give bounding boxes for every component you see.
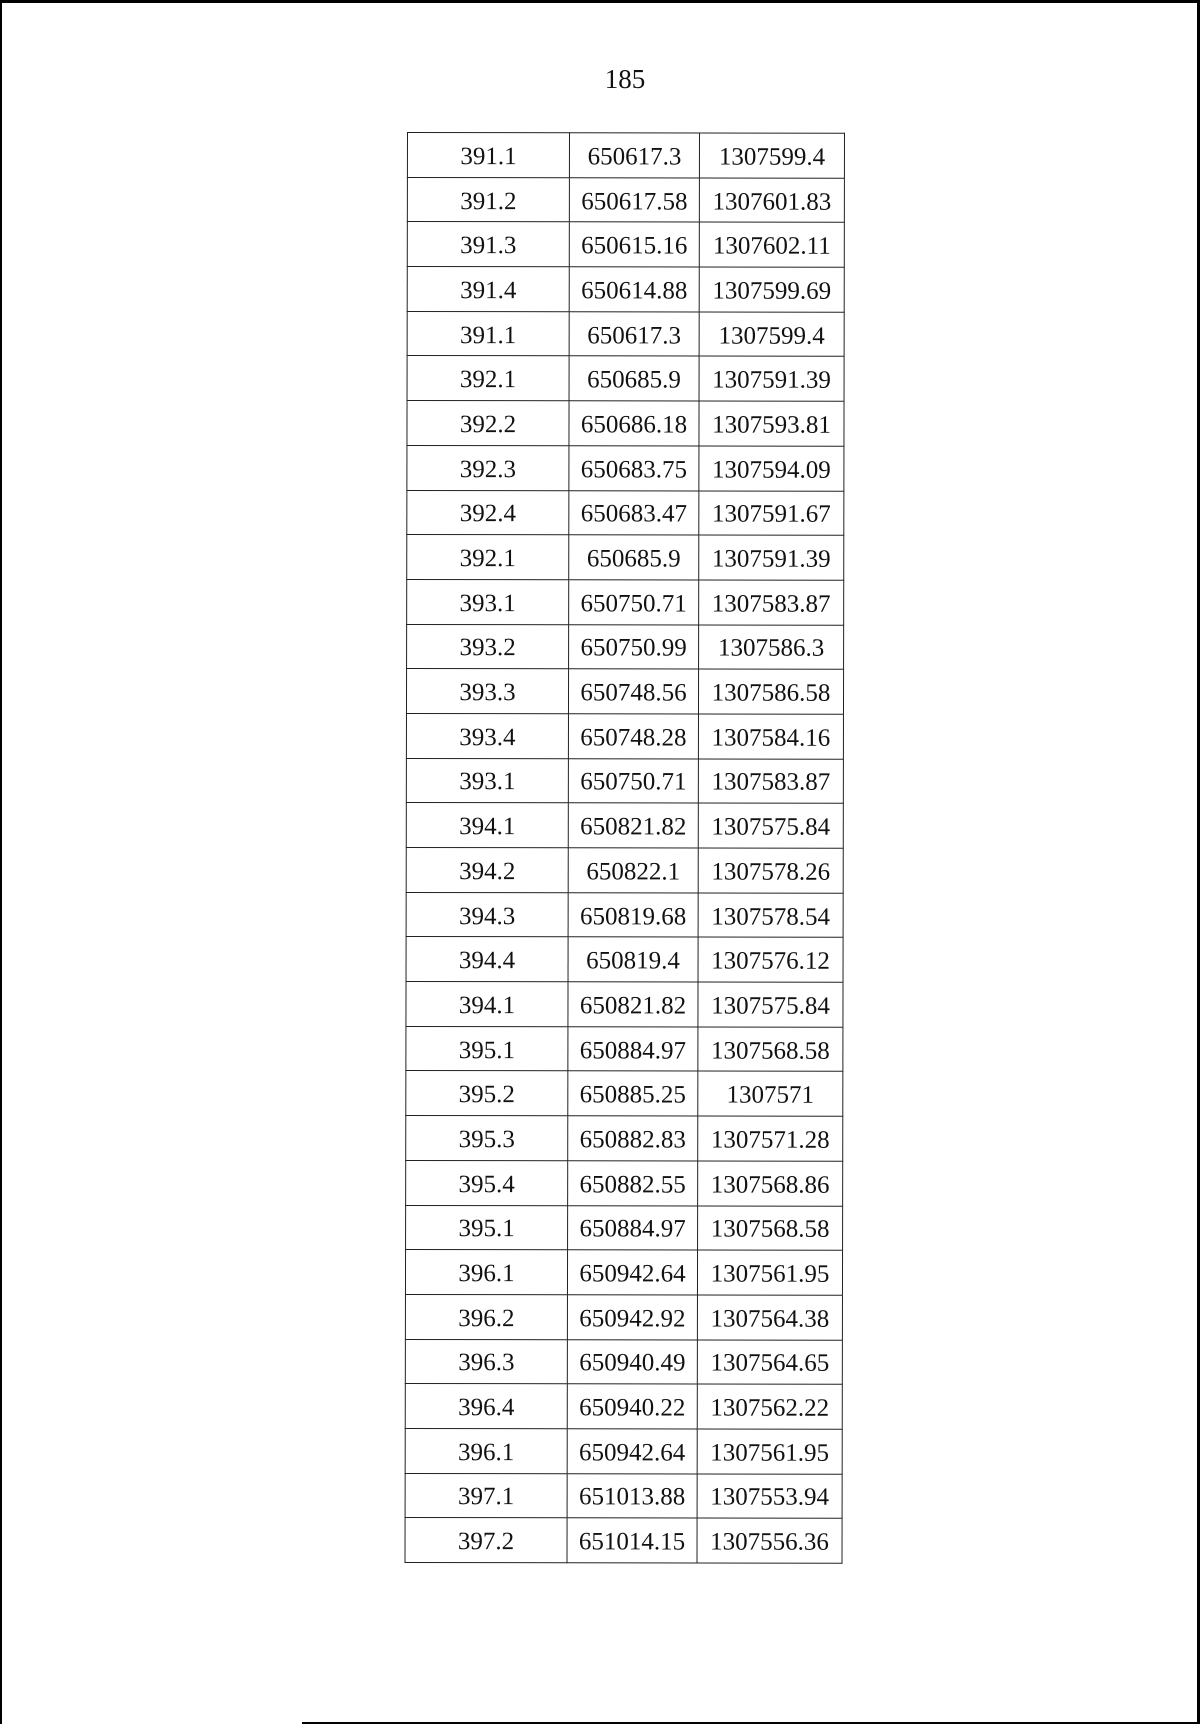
point-id-cell: 391.2 (407, 177, 569, 222)
point-id-cell: 393.1 (407, 579, 569, 624)
y-coordinate-cell: 1307602.11 (699, 222, 844, 267)
point-id-cell: 391.1 (407, 133, 569, 178)
table-row (405, 1250, 842, 1295)
x-coordinate-cell: 650748.56 (568, 669, 698, 714)
x-coordinate-cell: 650750.71 (568, 758, 698, 803)
table-row (407, 624, 844, 669)
point-id-cell: 395.2 (406, 1071, 568, 1116)
x-coordinate-cell: 650750.99 (569, 624, 699, 669)
point-id-cell: 396.4 (405, 1384, 567, 1429)
x-coordinate-cell: 651013.88 (567, 1473, 697, 1518)
x-coordinate-cell: 650882.55 (568, 1161, 698, 1206)
point-id-cell: 392.4 (407, 490, 569, 535)
x-coordinate-cell: 650750.71 (569, 580, 699, 625)
x-coordinate-cell: 650685.9 (569, 535, 699, 580)
point-id-cell: 396.3 (405, 1339, 567, 1384)
y-coordinate-cell: 1307591.39 (699, 356, 844, 401)
table-row (405, 1339, 842, 1384)
table-row (405, 1294, 842, 1339)
x-coordinate-cell: 650884.97 (568, 1205, 698, 1250)
y-coordinate-cell: 1307568.58 (698, 1206, 843, 1251)
point-id-cell: 393.4 (406, 713, 568, 758)
table-row (405, 1518, 842, 1563)
x-coordinate-cell: 651014.15 (567, 1518, 697, 1563)
x-coordinate-cell: 650683.75 (569, 446, 699, 491)
x-coordinate-cell: 650942.64 (567, 1429, 697, 1474)
y-coordinate-cell: 1307599.69 (699, 267, 844, 312)
y-coordinate-cell: 1307556.36 (697, 1518, 842, 1563)
x-coordinate-cell: 650748.28 (568, 714, 698, 759)
table-row (407, 490, 844, 535)
y-coordinate-cell: 1307591.67 (699, 491, 844, 536)
point-id-cell: 393.3 (406, 669, 568, 714)
table-row (405, 1384, 842, 1429)
x-coordinate-cell: 650617.3 (569, 133, 699, 178)
table-row (406, 803, 843, 848)
y-coordinate-cell: 1307578.26 (698, 848, 843, 893)
x-coordinate-cell: 650819.68 (568, 892, 698, 937)
point-id-cell: 395.3 (406, 1116, 568, 1161)
table-row (406, 937, 843, 982)
table-row (407, 133, 844, 178)
x-coordinate-cell: 650617.58 (569, 177, 699, 222)
table-row (406, 713, 843, 758)
point-id-cell: 395.4 (406, 1160, 568, 1205)
x-coordinate-cell: 650821.82 (568, 803, 698, 848)
x-coordinate-cell: 650614.88 (569, 267, 699, 312)
point-id-cell: 393.1 (406, 758, 568, 803)
table-row (406, 1026, 843, 1071)
y-coordinate-cell: 1307562.22 (697, 1384, 842, 1429)
y-coordinate-cell: 1307578.54 (698, 893, 843, 938)
x-coordinate-cell: 650615.16 (569, 222, 699, 267)
table-row (405, 1473, 842, 1518)
x-coordinate-cell: 650617.3 (569, 312, 699, 357)
x-coordinate-cell: 650683.47 (569, 490, 699, 535)
point-id-cell: 397.2 (405, 1518, 567, 1563)
x-coordinate-cell: 650822.1 (568, 848, 698, 893)
x-coordinate-cell: 650942.92 (567, 1295, 697, 1340)
table-row (406, 669, 843, 714)
x-coordinate-cell: 650819.4 (568, 937, 698, 982)
y-coordinate-cell: 1307568.58 (698, 1027, 843, 1072)
table-row (406, 847, 843, 892)
y-coordinate-cell: 1307599.4 (699, 133, 844, 178)
y-coordinate-cell: 1307593.81 (699, 401, 844, 446)
y-coordinate-cell: 1307583.87 (698, 759, 843, 804)
table-row (407, 222, 844, 267)
table-row (405, 1428, 842, 1473)
x-coordinate-cell: 650885.25 (568, 1071, 698, 1116)
point-id-cell: 391.1 (407, 311, 569, 356)
table-row (407, 356, 844, 401)
y-coordinate-cell: 1307571.28 (698, 1116, 843, 1161)
point-id-cell: 391.3 (407, 222, 569, 267)
point-id-cell: 394.4 (406, 937, 568, 982)
point-id-cell: 394.2 (406, 847, 568, 892)
page-number: 185 (604, 64, 646, 94)
x-coordinate-cell: 650821.82 (568, 982, 698, 1027)
point-id-cell: 392.3 (407, 445, 569, 490)
x-coordinate-cell: 650940.49 (567, 1339, 697, 1384)
table-row (407, 177, 844, 222)
table-row (407, 445, 844, 490)
y-coordinate-cell: 1307561.95 (697, 1429, 842, 1474)
x-coordinate-cell: 650686.18 (569, 401, 699, 446)
y-coordinate-cell: 1307583.87 (699, 580, 844, 625)
x-coordinate-cell: 650882.83 (568, 1116, 698, 1161)
point-id-cell: 396.1 (405, 1250, 567, 1295)
table-row (406, 1205, 843, 1250)
y-coordinate-cell: 1307568.86 (698, 1161, 843, 1206)
x-coordinate-cell: 650884.97 (568, 1027, 698, 1072)
y-coordinate-cell: 1307564.65 (697, 1340, 842, 1385)
y-coordinate-cell: 1307564.38 (697, 1295, 842, 1340)
y-coordinate-cell: 1307575.84 (698, 982, 843, 1027)
y-coordinate-cell: 1307571 (698, 1071, 843, 1116)
y-coordinate-cell: 1307584.16 (698, 714, 843, 759)
y-coordinate-cell: 1307594.09 (699, 446, 844, 491)
table-row (406, 1071, 843, 1116)
table-row (406, 1116, 843, 1161)
point-id-cell: 396.1 (405, 1428, 567, 1473)
point-id-cell: 397.1 (405, 1473, 567, 1518)
point-id-cell: 392.1 (407, 356, 569, 401)
y-coordinate-cell: 1307586.58 (698, 669, 843, 714)
point-id-cell: 392.1 (407, 535, 569, 580)
point-id-cell: 396.2 (405, 1294, 567, 1339)
point-id-cell: 391.4 (407, 267, 569, 312)
table-row (407, 311, 844, 356)
table-row (407, 401, 844, 446)
y-coordinate-cell: 1307591.39 (699, 535, 844, 580)
table-row (406, 982, 843, 1027)
y-coordinate-cell: 1307601.83 (699, 178, 844, 223)
y-coordinate-cell: 1307599.4 (699, 312, 844, 357)
table-row (406, 892, 843, 937)
table-row (406, 1160, 843, 1205)
point-id-cell: 394.3 (406, 892, 568, 937)
point-id-cell: 394.1 (406, 803, 568, 848)
point-id-cell: 393.2 (407, 624, 569, 669)
point-id-cell: 395.1 (406, 1026, 568, 1071)
y-coordinate-cell: 1307561.95 (697, 1250, 842, 1295)
y-coordinate-cell: 1307553.94 (697, 1474, 842, 1519)
coordinates-table-body (405, 133, 844, 1564)
x-coordinate-cell: 650685.9 (569, 356, 699, 401)
point-id-cell: 394.1 (406, 982, 568, 1027)
x-coordinate-cell: 650940.22 (567, 1384, 697, 1429)
table-row (407, 267, 844, 312)
table-row (407, 579, 844, 624)
point-id-cell: 395.1 (406, 1205, 568, 1250)
y-coordinate-cell: 1307576.12 (698, 937, 843, 982)
x-coordinate-cell: 650942.64 (567, 1250, 697, 1295)
table-row (406, 758, 843, 803)
point-id-cell: 392.2 (407, 401, 569, 446)
y-coordinate-cell: 1307575.84 (698, 803, 843, 848)
coordinates-table (405, 132, 845, 1564)
y-coordinate-cell: 1307586.3 (699, 625, 844, 670)
table-row (407, 535, 844, 580)
